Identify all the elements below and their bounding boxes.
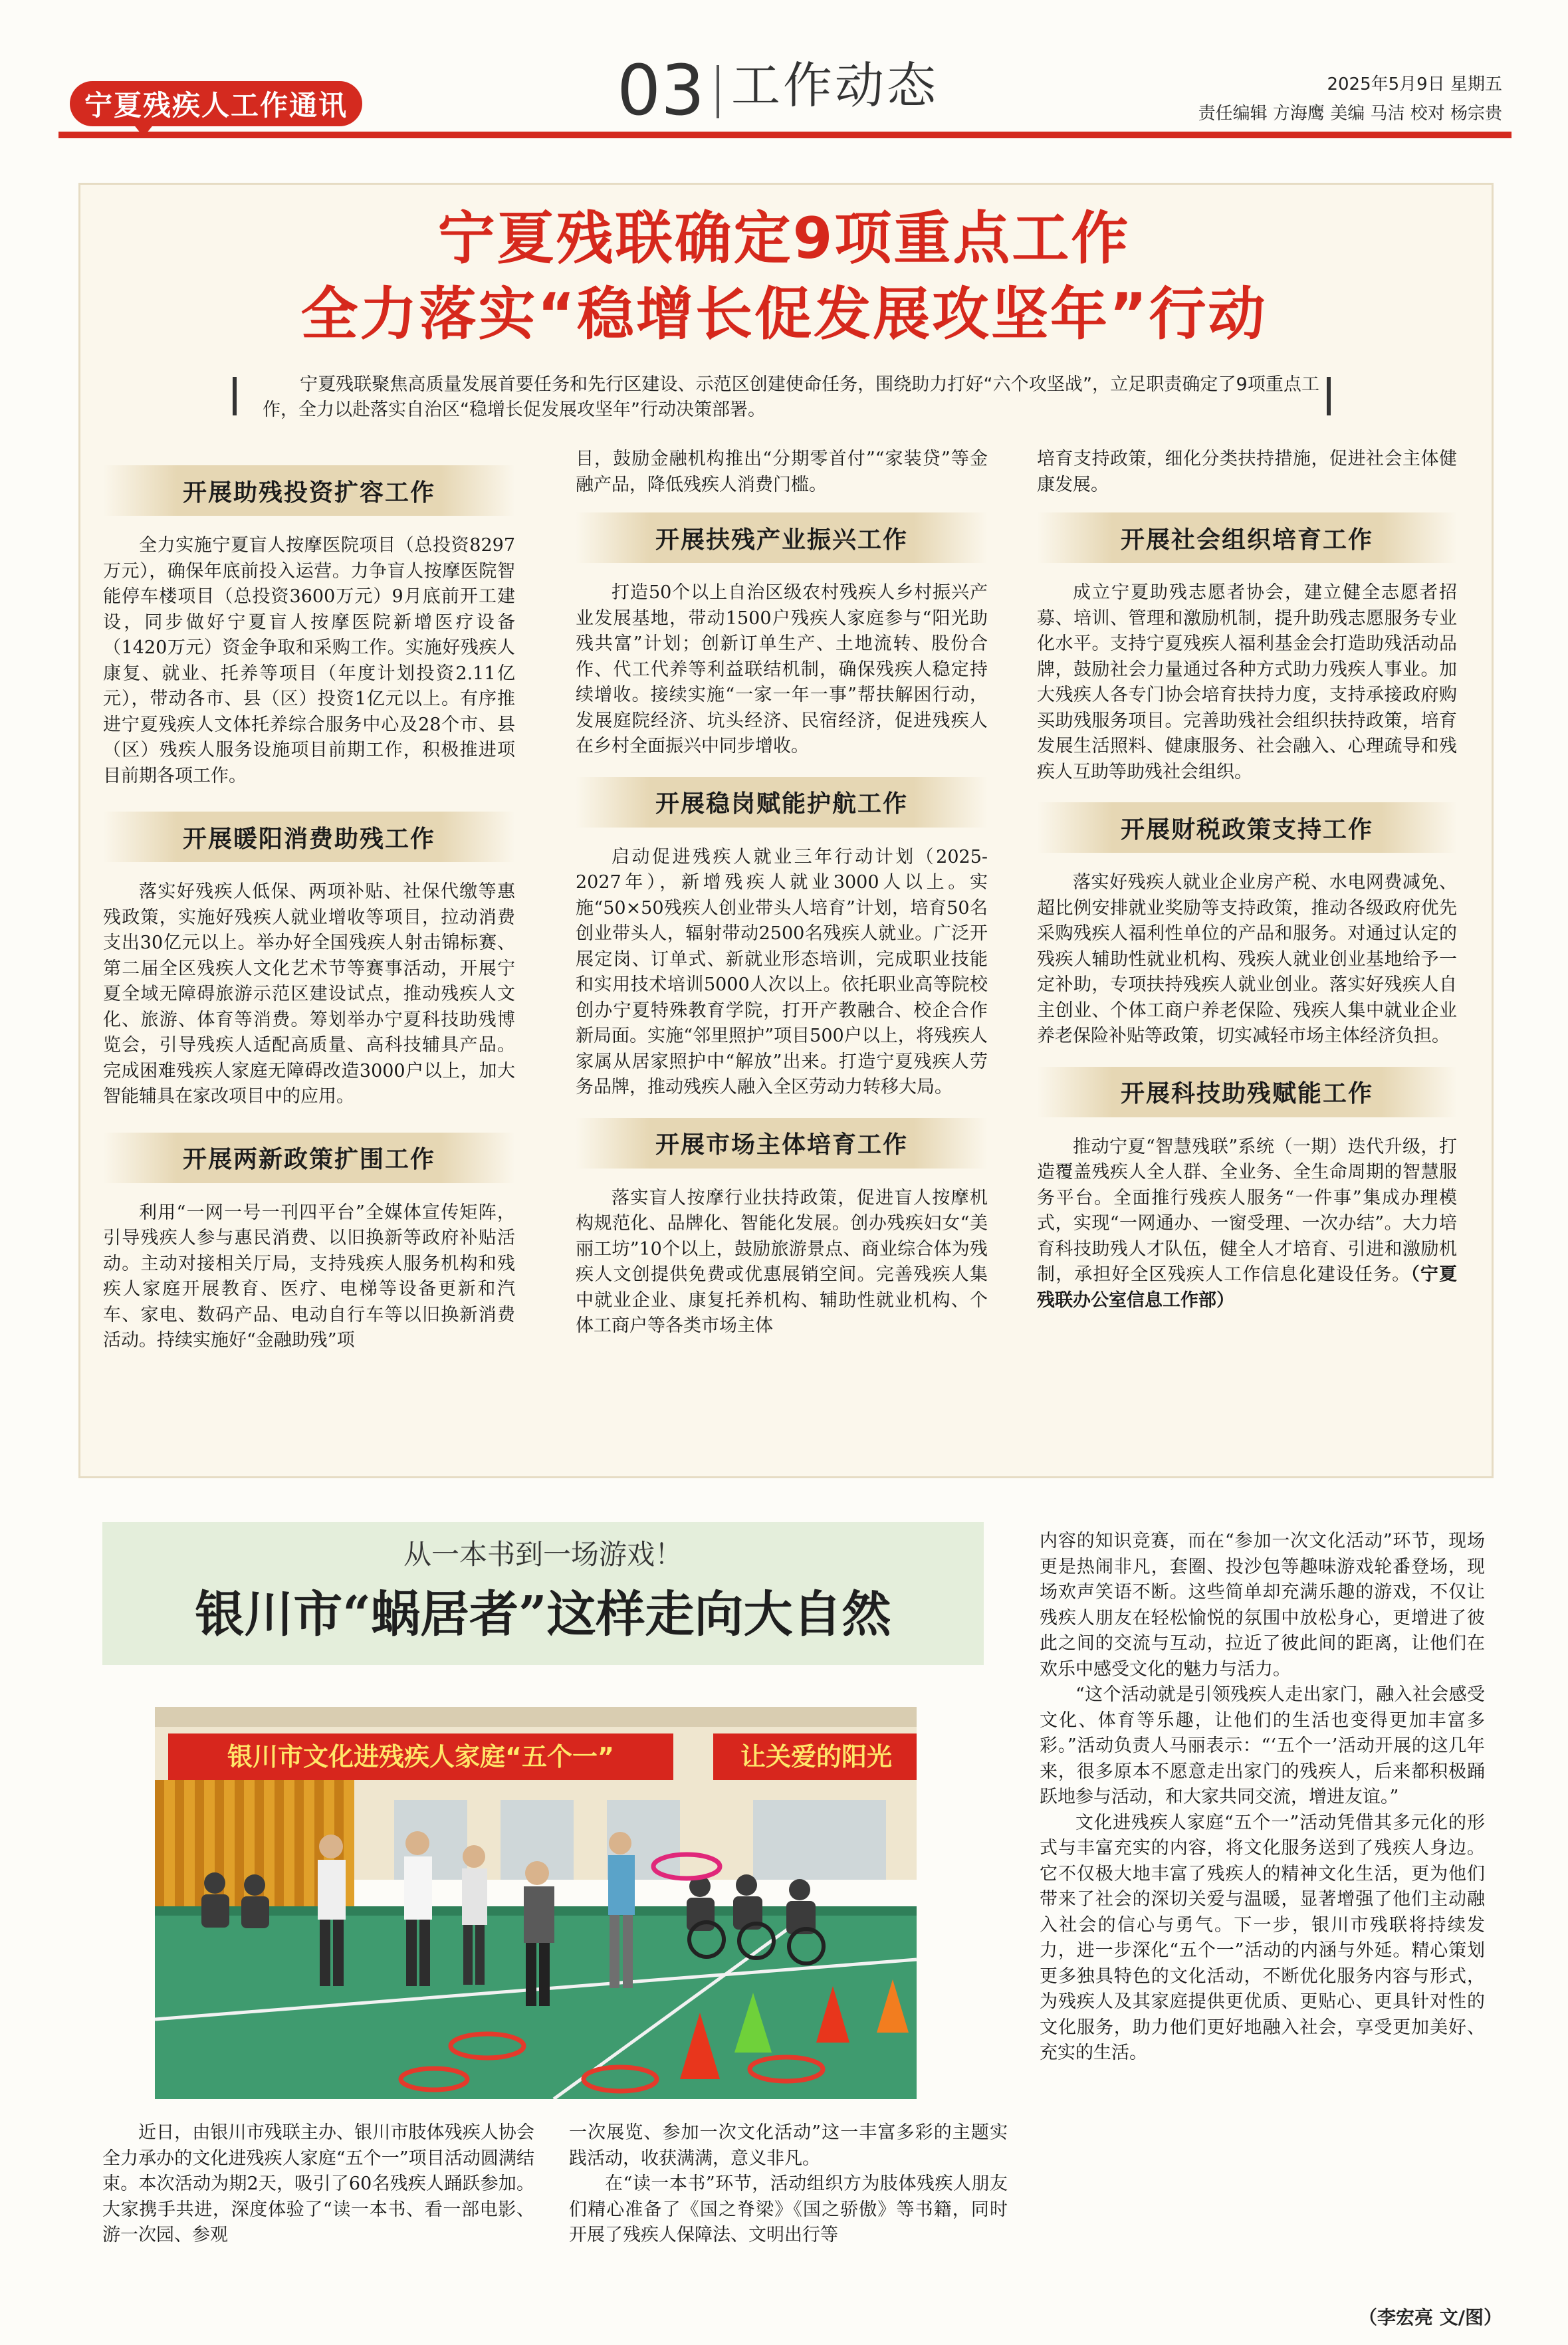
lead-article-signature: （宁夏残联办公室信息工作部）	[1037, 1264, 1458, 1311]
second-article-kicker: 从一本书到一场游戏！	[403, 1538, 683, 1571]
second-article-title: 银川市“蜗居者”这样走向大自然	[195, 1586, 891, 1643]
section-text-new-policy: 利用“一网一号一刊四平台”全媒体宣传矩阵，引导残疾人参与惠民消费、以旧换新等政府补贴活动。主动对接相关厅局，支持残疾人服务机构和残疾人家庭开展教育、医疗、电梯等设备更新和汽车、家电、数码产品、电动自行车等以旧换新消费活动。持续实施好“金融助残”项	[103, 1202, 515, 1351]
section-heading-social-org: 开展社会组织培育工作	[1037, 512, 1457, 563]
section-text-consumption: 落实好残疾人低保、两项补贴、社保代缴等惠残政策，实施好残疾人就业增收等项目，拉动消费支出30亿元以上。举办好全国残疾人射击锦标赛、第二届全区残疾人文化艺术节等赛事活动，开展宁夏全域无障碍旅游示范区建设试点，推动残疾人文化、旅游、体育等消费。筹划举办宁夏科技助残博览会，引导残疾人适配高质量、高科技辅具产品。完成困难残疾人家庭无障碍改造3000户以上，加大智能辅具在家改项目中的应用。	[103, 881, 515, 1107]
section-text-market: 落实盲人按摩行业扶持政策，促进盲人按摩机构规范化、品牌化、智能化发展。创办残疾妇女“美丽工坊”10个以上，鼓励旅游景点、商业综合体为残疾人文创提供免费或优惠展销空间。完善残疾人集中就业企业、康复托养机构、辅助性就业机构、个体工商户等各类市场主体	[576, 1187, 988, 1336]
second-article-col2-text-a: 一次展览、参加一次文化活动”这一丰富多彩的主题实践活动，收获满满，意义非凡。	[569, 2122, 1008, 2169]
section-text-fiscal: 落实好残疾人就业企业房产税、水电网费减免、超比例安排就业奖励等支持政策，推动各级政府优先采购残疾人福利性单位的产品和服务。对通过认定的残疾人辅助性就业机构、残疾人就业创业基地给予一定补助，专项扶持残疾人就业创业。落实好残疾人自主创业、个体工商户养老保险、残疾人集中就业企业养老保险补贴等政策，切实减轻市场主体经济负担。	[1037, 872, 1457, 1046]
page-number: 03	[617, 50, 705, 131]
photo-banner-text-side: 让关爱的阳光	[740, 1742, 893, 1771]
masthead-rule	[58, 132, 1512, 138]
second-article-column-1	[102, 2120, 534, 2249]
second-article-col1-text: 近日，由银川市残联主办、银川市肢体残疾人协会全力承办的文化进残疾人家庭“五个一”项目活动圆满结束。本次活动为期2天，吸引了60名残疾人踊跃参加。大家携手共进，深度体验了“读一本书、看一部电影、游一次园、参观	[102, 2122, 534, 2245]
section-text-social-org: 成立宁夏助残志愿者协会，建立健全志愿者招募、培训、管理和激励机制，提升助残志愿服务专业化水平。支持宁夏残疾人福利基金会打造助残活动品牌，鼓励社会力量通过各种方式助力残疾人事业。加大残疾人各专门协会培育扶持力度，支持承接政府购买助残服务项目。完善助残社会组织扶持政策，培育发展生活照料、健康服务、社会融入、心理疏导和残疾人互助等助残社会组织。	[1037, 582, 1457, 782]
editor-credits: 责任编辑 方海鹰 美编 马洁 校对 杨宗贵	[1198, 104, 1502, 124]
section-text-investment: 全力实施宁夏盲人按摩医院项目（总投资8297万元），确保年底前投入运营。力争盲人按摩医院智能停车楼项目（总投资3600万元）9月底前开工建设，同步做好宁夏盲人按摩医院新增医疗设备（1420万元）资金争取和采购工作。实施好残疾人康复、就业、托养等项目（年度计划投资2.11亿元），带动各市、县（区）投资1亿元以上。有序推进宁夏残疾人文体托养综合服务中心及28个市、县（区）残疾人服务设施项目前期工作，积极推进项目前期各项工作。	[103, 535, 515, 786]
second-article-col3-text-a: 内容的知识竞赛，而在“参加一次文化活动”环节，现场更是热闹非凡，套圈、投沙包等趣味游戏轮番登场，现场欢声笑语不断。这些简单却充满乐趣的游戏，不仅让残疾人朋友在轻松愉悦的氛围中放松身心，更增进了彼此之间的交流与互动，拉近了彼此间的距离，让他们在欢乐中感受文化的魅力与活力。	[1040, 1531, 1485, 1680]
section-heading-fiscal: 开展财税政策支持工作	[1037, 802, 1457, 853]
section-heading-investment: 开展助残投资扩容工作	[103, 465, 515, 516]
section-heading-tech: 开展科技助残赋能工作	[1037, 1067, 1457, 1117]
second-article-column-3	[1040, 1529, 1485, 2066]
second-article-col3-text-c: 文化进残疾人家庭“五个一”活动凭借其多元化的形式与丰富充实的内容，将文化服务送到了残疾人身边。它不仅极大地丰富了残疾人的精神文化生活，更为他们带来了社会的深切关爱与温暖，显著增强了他们主动融入社会的信心与勇气。下一步，银川市残联将持续发力，进一步深化“五个一”活动的内涵与外延。精心策划更多独具特色的文化活动，不断优化服务内容与形式，为残疾人及其家庭提供更优质、更贴心、更具针对性的文化服务，助力他们更好地融入社会，享受更加美好、充实的生活。	[1040, 1812, 1485, 2063]
section-text-tech	[1037, 1135, 1457, 1314]
section-text-tech-body: 推动宁夏“智慧残联”系统（一期）迭代升级，打造覆盖残疾人全人群、全业务、全生命周期的智慧服务平台。全面推行残疾人服务“一件事”集成办理模式，实现“一网通办、一窗受理、一次办结”。大力培育科技助残人才队伍，健全人才培育、引进和激励机制，承担好全区残疾人工作信息化建设任务。	[1037, 1136, 1457, 1285]
section-text-market-continued: 培育支持政策，细化分类扶持措施，促进社会主体健康发展。	[1037, 449, 1457, 495]
newspaper-brand-badge: 宁夏残疾人工作通讯	[70, 81, 362, 126]
section-heading-consumption: 开展暖阳消费助残工作	[103, 812, 515, 862]
lead-column-1	[103, 465, 515, 1354]
issue-date: 2025年5月9日 星期五	[1327, 74, 1502, 94]
lead-column-3	[1037, 447, 1457, 1313]
activity-photo	[155, 1707, 917, 2099]
photo-banner-text-main: 银川市文化进残疾人家庭“五个一”	[227, 1742, 614, 1771]
section-heading-new-policy: 开展两新政策扩围工作	[103, 1133, 515, 1183]
lead-headline-line2: 全力落实“稳增长促发展攻坚年”行动	[300, 281, 1268, 348]
second-article-column-2	[569, 2120, 1008, 2249]
section-text-industry: 打造50个以上自治区级农村残疾人乡村振兴产业发展基地，带动1500户残疾人家庭参与“阳光助残共富”计划；创新订单生产、土地流转、股份合作、代工代养等利益联结机制，确保残疾人稳定持续增收。接续实施“一家一年一事”帮扶解困行动，发展庭院经济、坑头经济、民宿经济，促进残疾人在乡村全面振兴中同步增收。	[576, 582, 988, 756]
lead-column-2	[576, 447, 988, 1339]
section-text-employment: 启动促进残疾人就业三年行动计划（2025-2027年），新增残疾人就业3000人以上。实施“50×50残疾人创业带头人培育”计划，培育50名创业带头人，辐射带动2500名残疾人就业。广泛开展定岗、订单式、新就业形态培训，完成职业技能和实用技术培训5000人次以上。依托职业高等院校创办宁夏特殊教育学院，打开产教融合、校企合作新局面。实施“邻里照护”项目500户以上，将残疾人家属从居家照护中“解放”出来。打造宁夏残疾人劳务品牌，推动残疾人融入全区劳动力转移大局。	[576, 846, 988, 1097]
lead-intro: 宁夏残联聚焦高质量发展首要任务和先行区建设、示范区创建使命任务，围绕助力打好“六个攻坚战”，立足职责确定了9项重点工作，全力以赴落实自治区“稳增长促发展攻坚年”行动决策部署。	[263, 374, 1319, 420]
page-number-divider	[717, 65, 719, 118]
second-article-col2-text-b: 在“读一本书”环节，活动组织方为肢体残疾人朋友们精心准备了《国之脊梁》《国之骄傲》等书籍，同时开展了残疾人保障法、文明出行等	[569, 2174, 1008, 2245]
intro-right-bar	[1327, 377, 1331, 415]
intro-left-bar	[233, 377, 237, 415]
section-heading-market: 开展市场主体培育工作	[576, 1118, 988, 1169]
section-heading-industry: 开展扶残产业振兴工作	[576, 512, 988, 563]
section-heading-employment: 开展稳岗赋能护航工作	[576, 777, 988, 828]
second-article-col3-text-b: “这个活动就是引领残疾人走出家门，融入社会感受文化、体育等乐趣，让他们的生活也变得更加丰富多彩。”活动负责人马丽表示：“‘五个一’活动开展的这几年来，很多原本不愿意走出家门的残疾人，后来都积极踊跃地参与活动，和大家共同交流，增进友谊。”	[1040, 1684, 1485, 1807]
section-name: 工作动态	[731, 57, 939, 114]
lead-headline-line1: 宁夏残联确定9项重点工作	[437, 205, 1131, 272]
second-article-byline: （李宏亮 文/图）	[1359, 2306, 1502, 2328]
section-text-new-policy-continued: 目，鼓励金融机构推出“分期零首付”“家装贷”等金融产品，降低残疾人消费门槛。	[576, 449, 988, 495]
